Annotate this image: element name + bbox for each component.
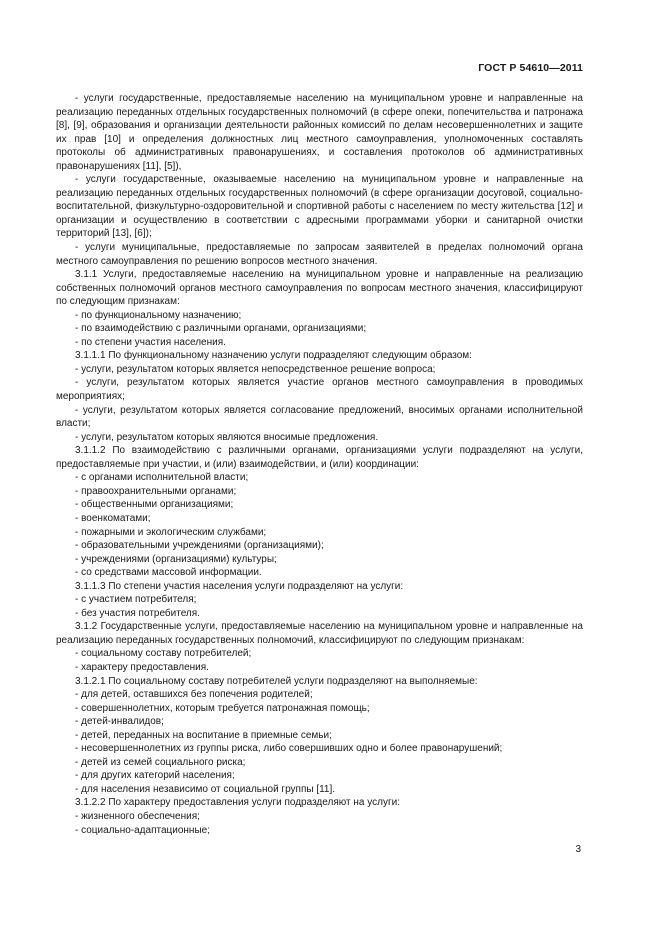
list-item: - социальному составу потребителей; — [75, 648, 252, 660]
document-body — [56, 92, 583, 837]
list-item: - правоохранительными органами; — [75, 485, 237, 497]
document-header: ГОСТ Р 54610—2011 — [478, 62, 583, 74]
list-item: - детей из семей социального риска; — [75, 756, 246, 768]
list-item: - услуги, результатом которых является непосредственное решение вопроса; — [75, 363, 436, 375]
paragraph: 3.1.1 Услуги, предоставляемые населению на муниципальном уровне и направленные на реализацию собственных полномочий органов местного самоуправления по вопросам местного значения, классифицируют по следующим признакам: — [56, 269, 583, 308]
list-item: - военкоматами; — [75, 512, 151, 524]
list-item: - для детей, оставшихся без попечения родителей; — [75, 689, 313, 701]
list-item: - образовательными учреждениями (организациями); — [75, 540, 324, 552]
page-number: 3 — [575, 844, 581, 855]
paragraph: 3.1.1.3 По степени участия населения услуги подразделяют на услуги: — [75, 580, 404, 592]
paragraph: - услуги государственные, оказываемые населению на муниципальном уровне и направленные на реализацию переданных отдельных государственных полномочий (в сфере организации досуговой, социально-воспитательной, физкультурно-оздоровительной и спортивной работы с населением по месту жительства [12] и организации и осуществлению в соответствии с адресными программами уборки и санитарной очистки территорий [13], [6]); — [56, 174, 583, 240]
paragraph: 3.1.2.2 По характеру предоставления услуги подразделяют на услуги: — [75, 797, 400, 809]
list-item: - социально-адаптационные; — [75, 824, 210, 836]
list-item: - совершеннолетних, которым требуется патронажная помощь; — [75, 702, 370, 714]
list-item: - услуги, результатом которых являются вносимые предложения. — [75, 431, 379, 443]
paragraph: 3.1.2 Государственные услуги, предоставляемые населению на муниципальном уровне и направленные на реализацию переданных государственных полномочий, классифицируют по следующим признакам: — [56, 621, 583, 646]
list-item: - общественными организациями; — [75, 499, 234, 511]
list-item: - для населения независимо от социальной группы [11]. — [75, 783, 336, 795]
list-item: - по функциональному назначению; — [75, 309, 242, 321]
list-item: - жизненного обеспечения; — [75, 810, 200, 822]
list-item: - по взаимодействию с различными органами, организациями; — [75, 323, 367, 335]
list-item: - пожарными и экологическим службами; — [75, 526, 267, 538]
paragraph: - услуги государственные, предоставляемые населению на муниципальном уровне и направленные на реализацию переданных отдельных государственных полномочий (в сфере опеки, попечительства и патронажа [8], [9], образования и организации деятельности районных комиссий по делам несовершеннолетних и защите их прав [10] и определения должностных лиц местного самоуправления, уполномоченных составлять протоколы об административных правонарушениях, и составления протоколов об административных правонарушениях [11], [5]), — [56, 93, 583, 172]
paragraph: - услуги, результатом которых является участие органов местного самоуправления в проводимых мероприятиях; — [56, 377, 583, 403]
list-item: - с участием потребителя; — [75, 594, 197, 606]
list-item: - характеру предоставления. — [75, 661, 209, 673]
list-item: - без участия потребителя. — [75, 607, 200, 619]
list-item: - по степени участия населения. — [75, 336, 226, 348]
list-item: - несовершеннолетних из группы риска, либо совершивших одно и более правонарушений; — [75, 743, 503, 755]
paragraph: 3.1.2.1 По социальному составу потребителей услуги подразделяют на выполняемые: — [75, 675, 478, 687]
list-item: - детей, переданных на воспитание в приемные семьи; — [75, 729, 332, 741]
paragraph: - услуги муниципальные, предоставляемые по запросам заявителей в пределах полномочий органа местного самоуправления по решению вопросов местного значения. — [56, 242, 583, 267]
paragraph: - услуги, результатом которых является согласование предложений, вносимых органами исполнительной власти; — [56, 404, 583, 430]
list-item: - для других категорий населения; — [75, 770, 235, 782]
list-item: - с органами исполнительной власти; — [75, 472, 249, 484]
paragraph: 3.1.1.1 По функциональному назначению услуги подразделяют следующим образом: — [75, 350, 472, 362]
list-item: - со средствами массовой информации. — [75, 567, 262, 579]
list-item: - учреждениями (организациями) культуры; — [75, 553, 277, 565]
list-item: - детей-инвалидов; — [75, 716, 164, 728]
paragraph: 3.1.1.2 По взаимодействию с различными органами, организациями услуги подразделяют на услуги, предоставляемые при участии, и (или) взаимодействии, и (или) координации: — [56, 445, 583, 470]
